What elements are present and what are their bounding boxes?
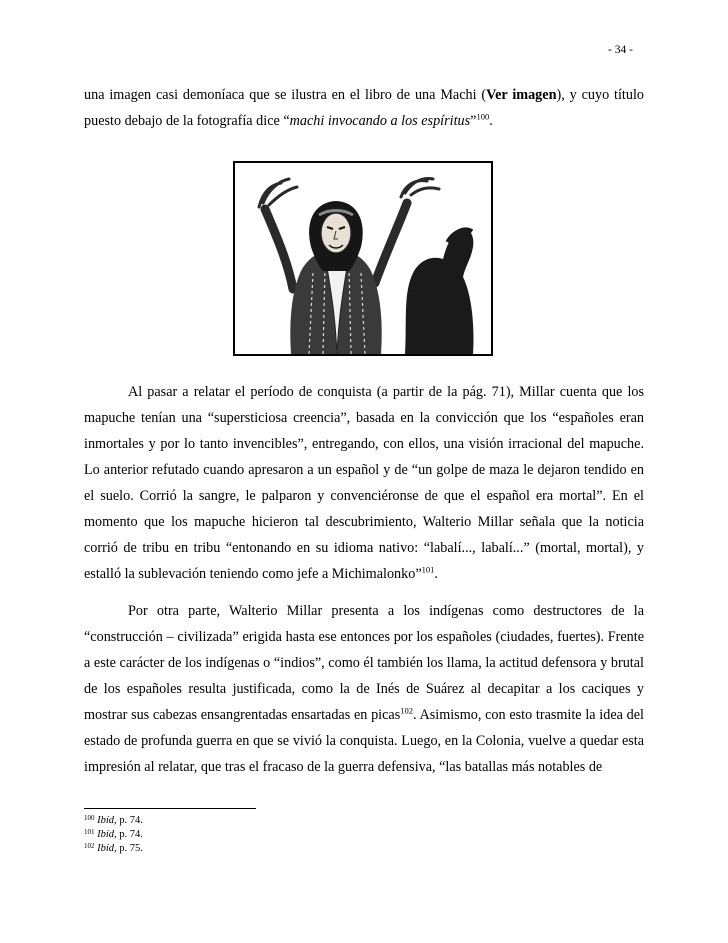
destroyers-paragraph: Por otra parte, Walterio Millar presenta a los indígenas como destructores de la “construcción – civilizada” erigida hasta ese entonces por los españoles (ciudades, fuertes). Frente a este carácter de los indígenas o “indios”, como él también los llama, la actitud defensora y brutal de los españoles resulta justificada, como la de Inés de Suárez al decapitar a los caciques y mostrar sus cabezas ensangrentadas ensartadas en picas$^{102}$. Asimismo, con esto trasmite la idea del estado de profunda guerra en que se vivió la conquista. Luego, en la Colonia, vuelve a quedar esta impresión al relatar, que tras el fracaso de la guerra defensiva, “las batallas más notables de (84, 603, 644, 775)
footnote-102: $^{102}$ Ibíd, p. 75. (84, 842, 143, 854)
footnote-101: $^{101}$ Ibíd, p. 74. (84, 828, 143, 840)
footnote-ref-101[interactable]: 101 (421, 564, 435, 575)
intro-paragraph: una imagen casi demoníaca que se ilustra en el libro de una Machi (Ver imagen), y cuyo título puesto debajo de la fotografía dice “machi invocando a los espíritus”$^{100}$. (84, 87, 644, 129)
page-number: - 34 - (608, 44, 633, 56)
ver-imagen-link[interactable]: Ver imagen (486, 87, 557, 103)
footnote-ref-100[interactable]: 100 (476, 111, 490, 122)
footnote-ref-102[interactable]: 102 (400, 705, 413, 716)
footnotes (84, 814, 143, 856)
machi-illustration (233, 161, 493, 356)
footnote-100: $^{100}$ Ibíd, p. 74. (84, 814, 143, 826)
footnote-divider (84, 808, 256, 809)
conquest-paragraph: Al pasar a relatar el período de conquista (a partir de la pág. 71), Millar cuenta que los mapuche tenían una “supersticiosa creencia”, basada en la convicción que los “españoles eran inmortales y por lo tanto invencibles”, entregando, con ellos, una visión irracional del mapuche. Lo anterior refutado cuando apresaron a un español y de “un golpe de maza le dejaron tendido en el suelo. Corrió la sangre, le palparon y convenciéronse de que el español era mortal”. En el momento que los mapuche hicieron tal descubrimiento, Walterio Millar señala que la noticia corrió de tribu en tribu “entonando en su idioma nativo: “labalí..., labalí...” (mortal, mortal), y estalló la sublevación teniendo como jefe a Michimalonko”$^{101}$. (84, 384, 644, 582)
